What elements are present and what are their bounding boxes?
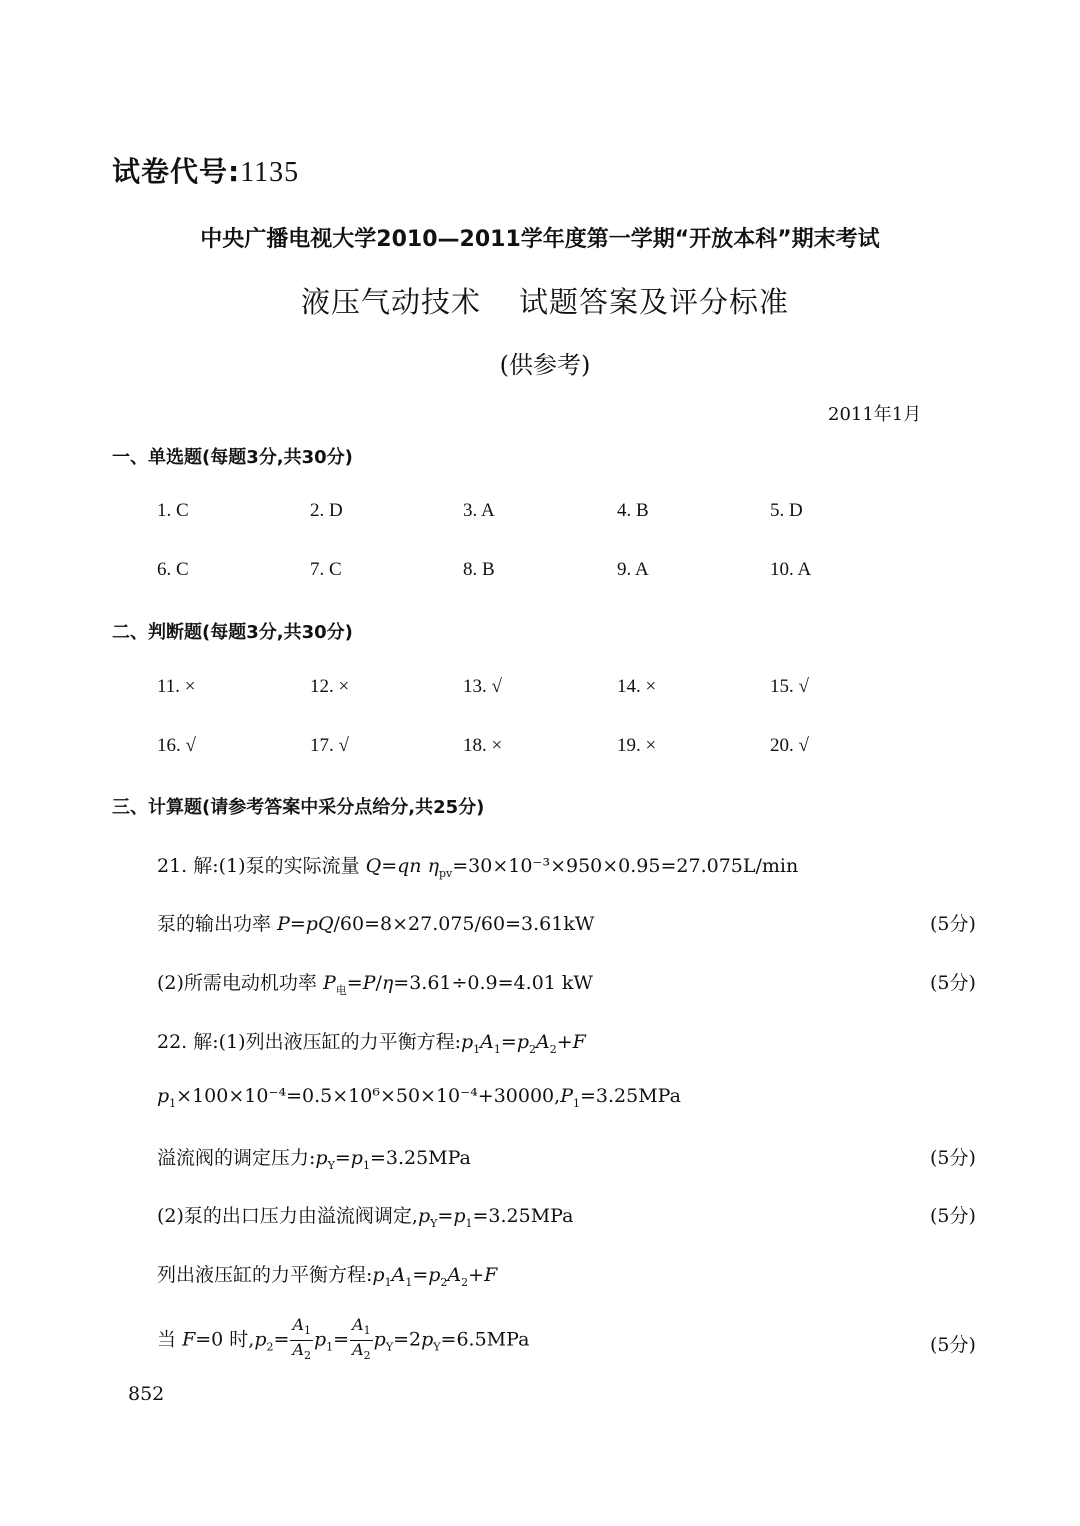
- q22-line4-score: (5分): [930, 1205, 976, 1227]
- answer-key-title: 试题答案及评分标准: [519, 285, 790, 319]
- answer-7: 7. C: [310, 559, 342, 580]
- answer-12: 12. ×: [310, 676, 350, 697]
- section3-heading: 三、计算题(请参考答案中采分点给分,共25分): [112, 797, 485, 818]
- answer-4: 4. B: [617, 500, 649, 521]
- q22-line2: $p_1\times 100\times 10^{-4}=0.5\times 10^6\times 50\times 10^{-4}+30000,P_1=3.25MPa$: [157, 1085, 681, 1110]
- answer-9: 9. A: [617, 559, 649, 580]
- q22-line3-score: (5分): [930, 1147, 976, 1169]
- answer-8: 8. B: [463, 559, 495, 580]
- q21-line2-score: (5分): [930, 913, 976, 935]
- answer-17: 17. √: [310, 735, 349, 756]
- q21-line2: 泵的输出功率 P=pQ/60=8×27.075/60=3.61kW: [157, 913, 595, 935]
- q21-line3: (2)所需电动机功率 $P_电=P/\eta=3.61\div 0.9=4.01$ kW: [157, 972, 593, 997]
- answer-19: 19. ×: [617, 735, 657, 756]
- answer-13: 13. √: [463, 676, 502, 697]
- document-title: [0, 280, 1080, 321]
- answer-18: 18. ×: [463, 735, 503, 756]
- answer-2: 2. D: [310, 500, 343, 521]
- course-name: 液压气动技术: [300, 285, 481, 319]
- exam-code-number: 1135: [240, 157, 300, 188]
- answer-3: 3. A: [463, 500, 495, 521]
- answer-6: 6. C: [157, 559, 189, 580]
- university-exam-line: 中央广播电视大学2010—2011学年度第一学期“开放本科”期末考试: [200, 227, 880, 252]
- section2-heading: 二、判断题(每题3分,共30分): [112, 622, 353, 643]
- fraction-a1-a2: $\frac{A_1}{A_2}$: [352, 1315, 371, 1363]
- section1-heading: 一、单选题(每题3分,共30分): [112, 447, 353, 468]
- answer-11: 11. ×: [157, 676, 196, 697]
- answer-5: 5. D: [770, 500, 803, 521]
- answer-15: 15. √: [770, 676, 809, 697]
- q22-line5: 列出液压缸的力平衡方程$:p_1A_1=p_2A_2+F$: [157, 1264, 498, 1289]
- exam-date: 2011年1月: [828, 404, 922, 425]
- exam-code: 试卷代号:1135: [112, 155, 300, 188]
- q22-line4: (2)泵的出口压力由溢流阀调定$,p_Y=p_1=3.25MPa$: [157, 1205, 574, 1230]
- reference-note: (供参考): [499, 351, 591, 379]
- answer-14: 14. ×: [617, 676, 657, 697]
- answer-1: 1. C: [157, 500, 189, 521]
- q22-line6-score: (5分): [930, 1334, 976, 1356]
- q22-line1: 22. 解:(1)列出液压缸的力平衡方程$:p_1A_1=p_2A_2+F$: [157, 1031, 586, 1056]
- fraction-a1-a2: $\frac{A_1}{A_2}$: [292, 1315, 311, 1363]
- answer-20: 20. √: [770, 735, 809, 756]
- answer-16: 16. √: [157, 735, 196, 756]
- page-number: 852: [128, 1383, 165, 1405]
- q21-line3-score: (5分): [930, 972, 976, 994]
- q21-line1: 21. 解:(1)泵的实际流量 Q=qn $\eta_{pv}=30\times 10^{-3}\times 950\times 0.95=27.075L/\min$: [157, 855, 799, 880]
- answer-10: 10. A: [770, 559, 812, 580]
- q22-line3: 溢流阀的调定压力$:p_Y=p_1=3.25MPa$: [157, 1147, 471, 1172]
- q22-line6: 当 F=0 时$,p_2=$ $\frac{A_1}{A_2}$ $p_1=$ $\frac{A_1}{A_2}$ $p_Y=2p_Y=6.5MPa$: [157, 1316, 529, 1365]
